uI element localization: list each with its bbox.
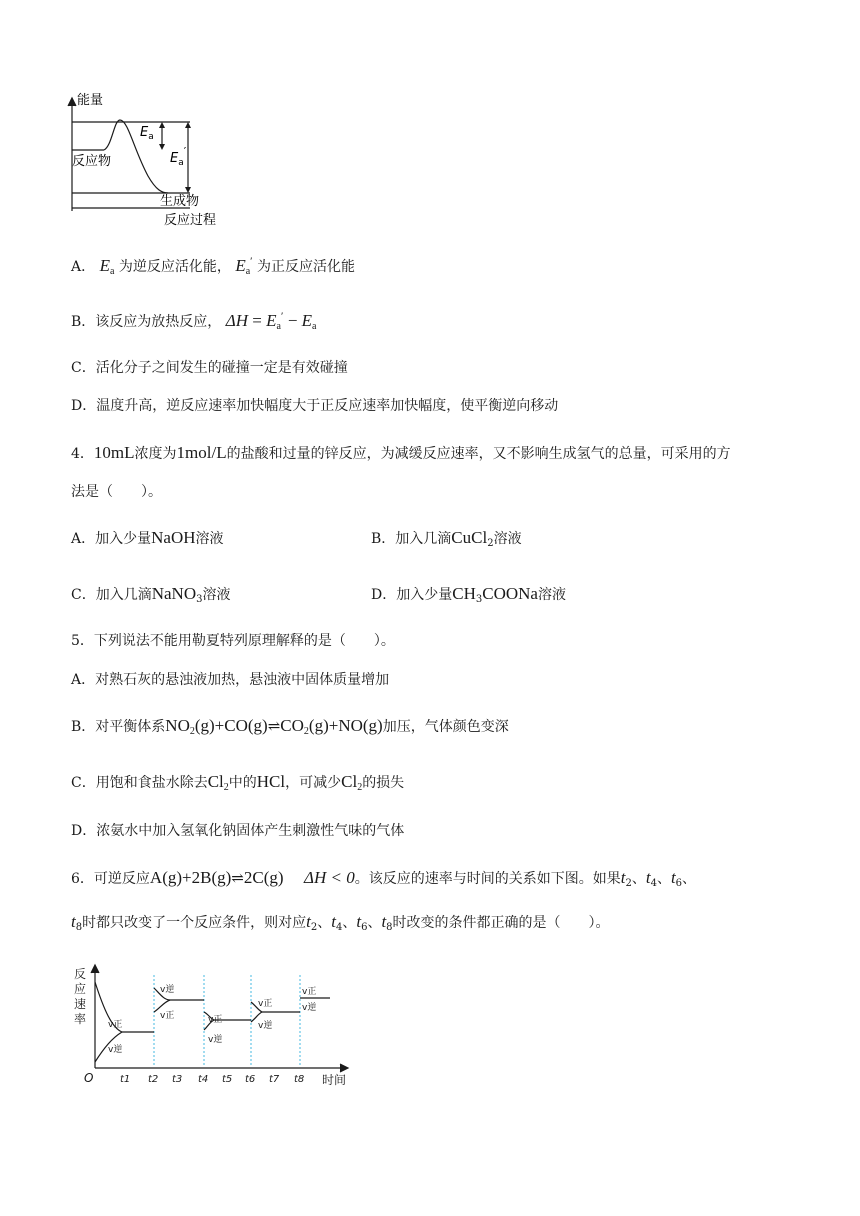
label-v-reverse-1: v逆 [108,1045,123,1055]
label-v-reverse-2: v逆 [160,985,175,995]
q5-option-d: D．浓氨水中加入氢氧化钠固体产生刺激性气味的气体 [71,823,405,839]
label-v-forward-1: v正 [108,1020,123,1030]
q4-option-c: C．加入几滴NaNO$_3$溶液 [71,584,231,605]
label-v-forward-5: v正 [302,987,317,997]
q5-stem: 5．下列说法不能用勒夏特列原理解释的是（ ）。 [71,633,395,649]
tick-t2: t2 [148,1074,159,1085]
q5-option-b: B．对平衡体系$NO_2(g)+CO(g)\rightleftharpoons CO_2(g)+NO(g)$加压，气体颜色变深 [71,716,509,737]
ea-prime-label: E [170,151,179,166]
ea-prime-mark: ′ [183,145,187,158]
rate-time-chart [64,960,364,1090]
tick-t5: t5 [222,1074,233,1085]
ea-label: E [140,125,149,140]
tick-t7: t7 [269,1074,280,1085]
tick-t3: t3 [172,1074,183,1085]
q4-stem-line2: 法是（ ）。 [71,484,162,500]
y-axis-char-4: 率 [74,1012,87,1026]
q6-stem: 6．可逆反应A(g)+2B(g)⇌2C(g) ΔH < 0。该反应的速率与时间的关系如下图。如果$t_2$、$t_4$、$t_6$、 [71,868,697,889]
svg-text:Ea′ [170,145,187,168]
product-label: 生成物 [160,194,200,209]
label-v-forward-2: v正 [160,1011,175,1021]
ea-prime-sub: a [178,158,184,168]
q3-option-a: A． $E_a$ 为逆反应活化能， $E_a'$ 为正反应活化能 [71,255,356,277]
tick-t4: t4 [198,1074,209,1085]
q4-option-a: A．加入少量NaOH溶液 [71,528,224,547]
x-axis-label: 时间 [322,1073,347,1087]
q4-option-b: B．加入几滴CuCl$_2$溶液 [371,528,522,549]
energy-diagram [64,90,234,230]
tick-t8: t8 [294,1074,305,1085]
label-v-reverse-4: v逆 [258,1021,273,1031]
tick-t6: t6 [245,1074,256,1085]
label-v-forward-3: v正 [208,1015,223,1025]
q5-option-c: C．用饱和食盐水除去$Cl_2$中的HCl，可减少$Cl_2$的损失 [71,772,405,793]
label-v-reverse-5: v逆 [302,1003,317,1013]
reaction-process-label: 反应过程 [164,213,217,228]
q6-stem-line2: $t_8$时都只改变了一个反应条件，则对应$t_2$、$t_4$、$t_6$、$t_8$时改变的条件都正确的是（ ）。 [71,912,610,933]
label-v-reverse-3: v逆 [208,1035,223,1045]
q4-stem: 4．10mL浓度为1mol/L的盐酸和过量的锌反应，为减缓反应速率，又不影响生成氢气的总量，可采用的方 [71,443,731,462]
svg-text:Ea [140,125,154,142]
q3-option-d: D．温度升高，逆反应速率加快幅度大于正反应速率加快幅度，使平衡逆向移动 [71,398,559,414]
q3-option-b: B．该反应为放热反应， $\Delta H = E_a' - E_a$ [71,310,317,332]
y-axis-char-1: 反 [74,967,87,981]
q5-option-a: A．对熟石灰的悬浊液加热，悬浊液中固体质量增加 [71,672,390,688]
y-axis-char-2: 应 [74,982,87,996]
y-axis-char-3: 速 [74,997,87,1011]
q4-option-d: D．加入少量$CH_3COONa$溶液 [371,584,566,605]
ea-sub: a [148,132,154,142]
reactant-label: 反应物 [72,154,112,169]
q3-option-c: C．活化分子之间发生的碰撞一定是有效碰撞 [71,360,348,376]
origin-label: O [84,1071,94,1085]
tick-t1: t1 [120,1074,131,1085]
label-v-forward-4: v正 [258,999,273,1009]
energy-axis-label: 能量 [77,93,104,108]
